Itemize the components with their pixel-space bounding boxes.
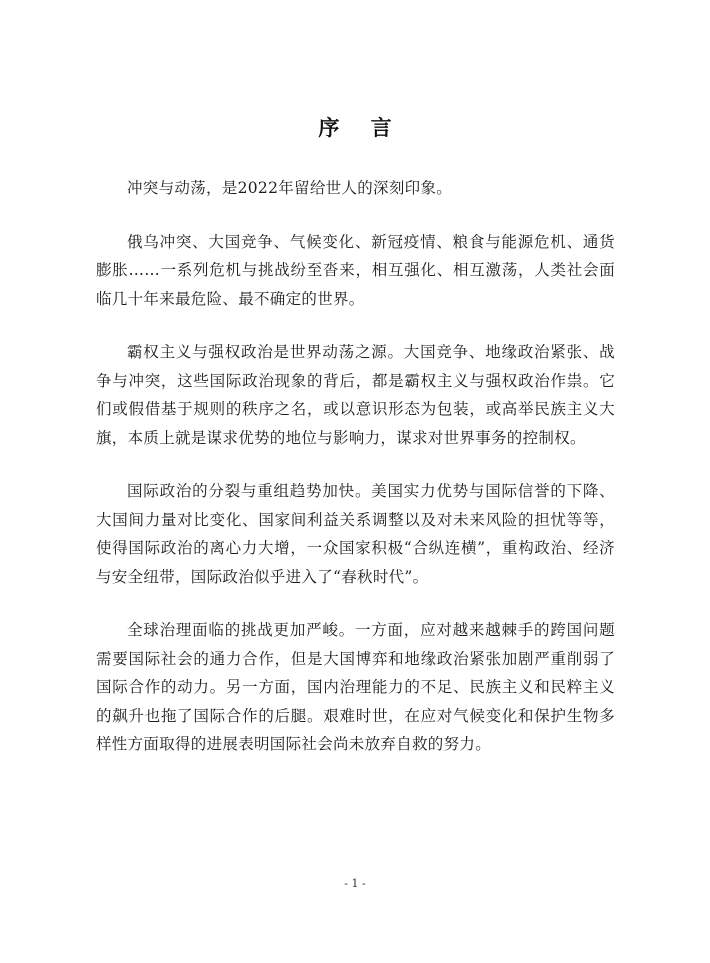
paragraph-5: 全球治理面临的挑战更加严峻。一方面，应对越来越棘手的跨国问题需要国际社会的通力合作，但是大国博弈和地缘政治紧张加剧严重削弱了国际合作的动力。另一方面，国内治理能力的不足、民族主义和民粹主义的飙升也拖了国际合作的后腿。艰难时世，在应对气候变化和保护生物多样性方面取得的进展表明国际社会尚未放弃自救的努力。 [96, 621, 615, 753]
body-text [96, 174, 615, 784]
paragraph-1: 冲突与动荡，是2022年留给世人的深刻印象。 [127, 179, 453, 197]
paragraph-2: 俄乌冲突、大国竞争、气候变化、新冠疫情、粮食与能源危机、通货膨胀……一系列危机与挑战纷至沓来，相互强化、相互激荡，人类社会面临几十年来最危险、最不确定的世界。 [96, 232, 615, 308]
paragraph-3: 霸权主义与强权政治是世界动荡之源。大国竞争、地缘政治紧张、战争与冲突，这些国际政治现象的背后，都是霸权主义与强权政治作祟。它们或假借基于规则的秩序之名，或以意识形态为包装，或高举民族主义大旗，本质上就是谋求优势的地位与影响力，谋求对世界事务的控制权。 [96, 343, 615, 447]
page-title: 序 言 [318, 116, 404, 141]
page-number: - 1 - [344, 877, 366, 890]
paragraph-4: 国际政治的分裂与重组趋势加快。美国实力优势与国际信誉的下降、大国间力量对比变化、国家间利益关系调整以及对未来风险的担忧等等，使得国际政治的离心力大增，一众国家积极“合纵连横”，重构政治、经济与安全纽带，国际政治似乎进入了“春秋时代”。 [96, 482, 615, 586]
